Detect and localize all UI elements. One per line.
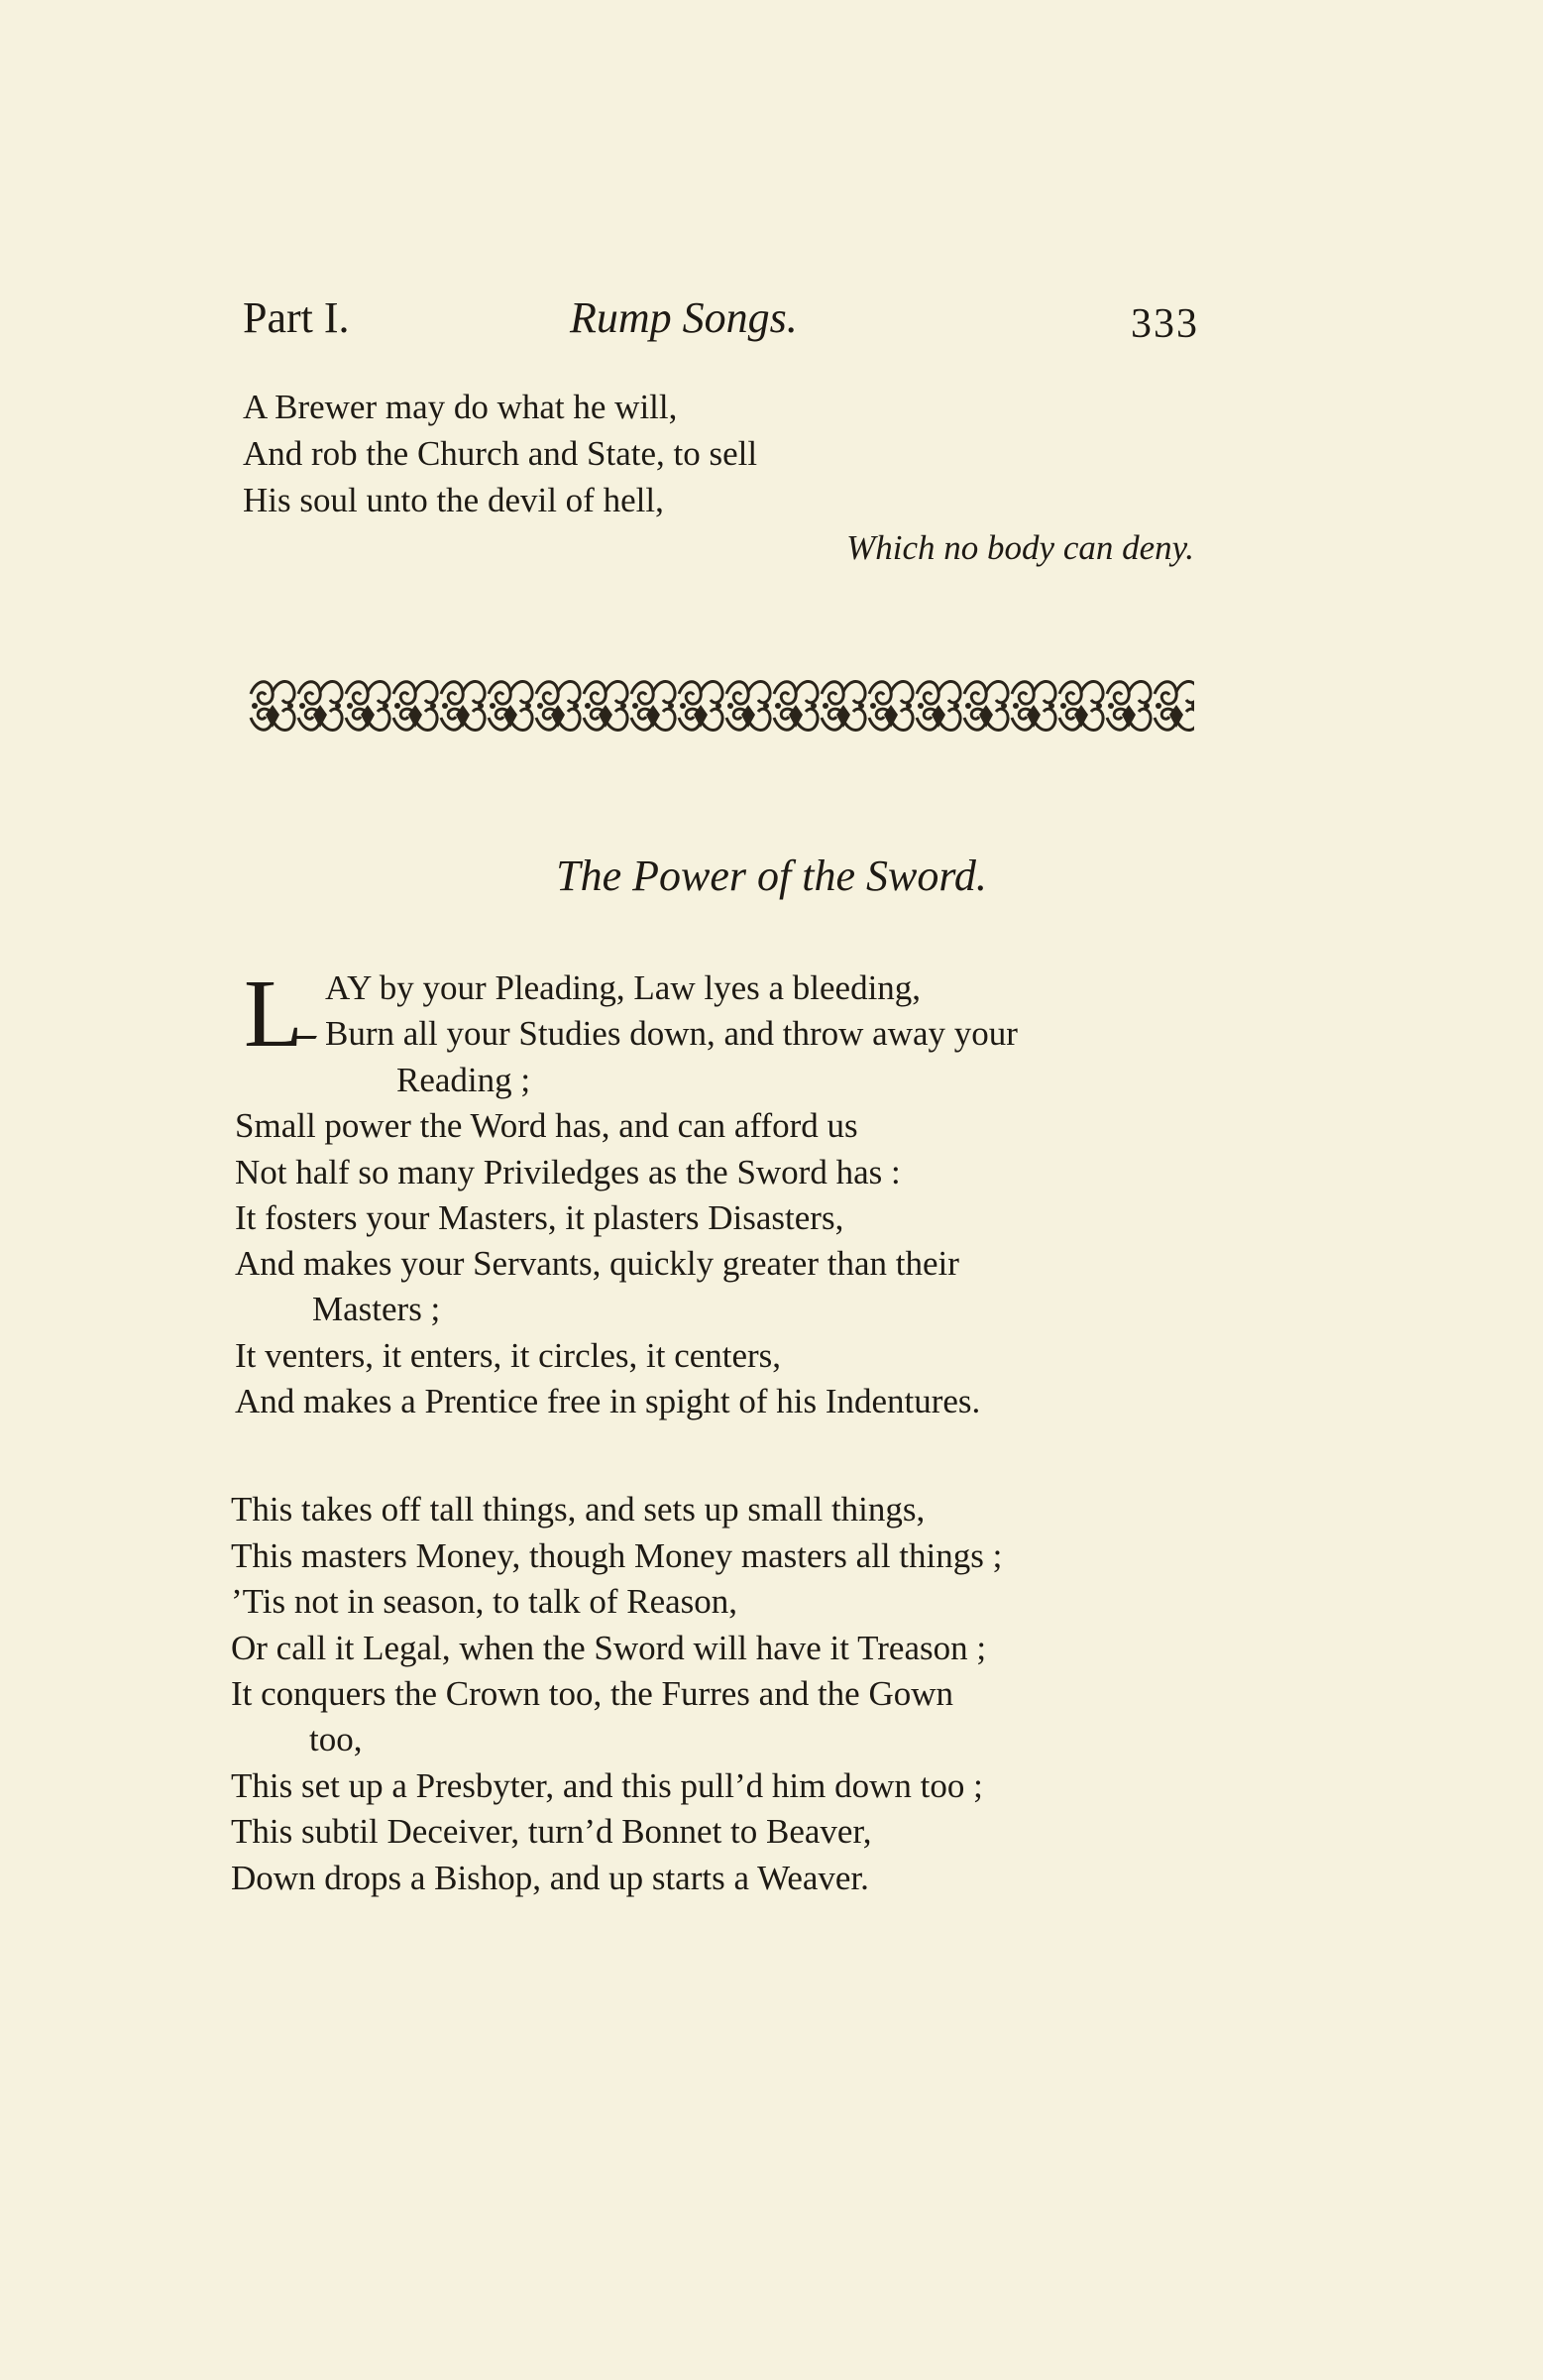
header-title: Rump Songs.: [570, 293, 798, 342]
ornament-motif: [298, 682, 342, 731]
ornament-motif: [774, 682, 818, 731]
stanza1-line-9: It venters, it enters, it circles, it centers,: [235, 1336, 782, 1375]
running-header: [243, 292, 1199, 362]
stanza1-line-4: Small power the Word has, and can afford us: [235, 1106, 858, 1145]
stanza1-line-10: And makes a Prentice free in spight of his Indentures.: [235, 1382, 981, 1420]
prev-line-3: His soul unto the devil of hell,: [243, 481, 664, 519]
stanza2-line-4: Or call it Legal, when the Sword will have it Treason ;: [231, 1629, 987, 1667]
stanza2-line-3: ’Tis not in season, to talk of Reason,: [231, 1582, 738, 1621]
ornament-motif: [917, 682, 960, 731]
ornament-motif: [1012, 682, 1055, 731]
stanza1-line-8: Masters ;: [312, 1290, 441, 1328]
ornament-motif: [1155, 682, 1194, 731]
ornament-motif: [441, 682, 485, 731]
ornament-motif: [631, 682, 675, 731]
prev-line-1: A Brewer may do what he will,: [243, 388, 678, 426]
prev-line-2: And rob the Church and State, to sell: [243, 434, 758, 473]
stanza1-line-1: AY by your Pleading, Law lyes a bleeding,: [325, 968, 922, 1007]
header-part: Part I.: [243, 293, 350, 342]
ornament-motif: [822, 682, 865, 731]
stanza2-line-8: This subtil Deceiver, turn’d Bonnet to Beaver,: [231, 1812, 872, 1851]
stanza2-line-1: This takes off tall things, and sets up small things,: [231, 1490, 926, 1529]
stanza2-line-2: This masters Money, though Money masters all things ;: [231, 1536, 1003, 1575]
ornament-motif: [1059, 682, 1103, 731]
ornament-divider: [243, 672, 1194, 737]
ornament-motif: [1107, 682, 1151, 731]
ornament-motif: [393, 682, 437, 731]
stanza2-line-5: It conquers the Crown too, the Furres and the Gown: [231, 1674, 954, 1713]
stanza1-line-5: Not half so many Priviledges as the Sword has :: [235, 1153, 901, 1191]
page-number: 333: [1131, 301, 1199, 347]
ornament-motif: [536, 682, 580, 731]
ornament-motif: [346, 682, 389, 731]
stanza1-line-2: [325, 1016, 1187, 1051]
ornament-motif: [489, 682, 532, 731]
ornament-motif: [869, 682, 913, 731]
ornament-row: [251, 682, 1194, 731]
stanza1-line-3: Reading ;: [396, 1061, 531, 1099]
stanza1-line-2-text: Burn all your Studies down, and throw away your: [325, 1014, 1018, 1053]
ornament-motif: [584, 682, 627, 731]
ornament-motif: [964, 682, 1008, 731]
ornament-motif: [726, 682, 770, 731]
stanza2-line-9: Down drops a Bishop, and up starts a Weaver.: [231, 1859, 869, 1897]
song-title: The Power of the Sword.: [556, 851, 987, 900]
stanza2-line-7: This set up a Presbyter, and this pull’d him down too ;: [231, 1766, 983, 1805]
stanza1-line-7: And makes your Servants, quickly greater than their: [235, 1244, 959, 1283]
prev-refrain: Which no body can deny.: [846, 528, 1194, 567]
stanza2-line-6: too,: [309, 1720, 363, 1758]
ornament-motif: [251, 682, 294, 731]
ornament-motif: [679, 682, 722, 731]
stanza1-line-6: It fosters your Masters, it plasters Disasters,: [235, 1198, 844, 1237]
drop-cap: L: [244, 961, 303, 1068]
